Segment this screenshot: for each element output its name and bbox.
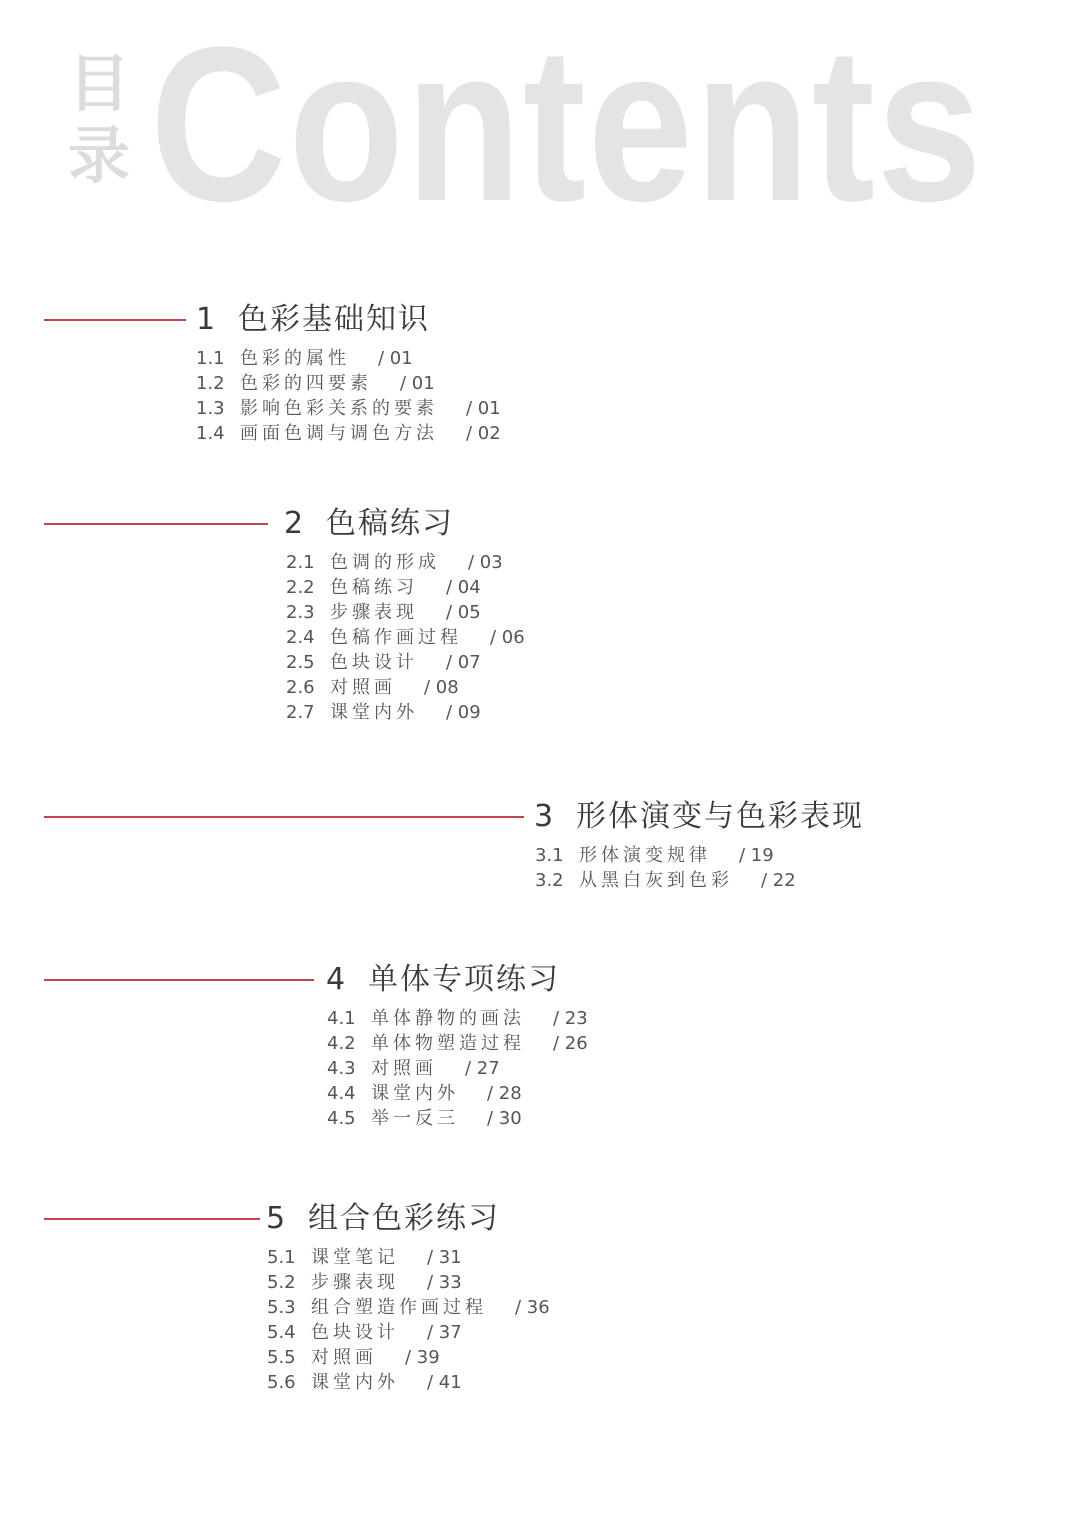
entry-page: / 30: [487, 1108, 522, 1129]
entry-number: 5.3: [267, 1297, 296, 1318]
entry-number: 4.5: [327, 1108, 356, 1129]
entry-title: 形体演变规律: [579, 845, 711, 866]
entry-number: 1.1: [196, 348, 225, 369]
toc-entry: [196, 371, 501, 396]
entry-page: / 08: [424, 677, 459, 698]
toc-entry: [196, 396, 501, 421]
entry-page: / 22: [761, 870, 796, 891]
entry-title: 色调的形成: [330, 552, 440, 573]
entry-title: 课堂内外: [371, 1083, 459, 1104]
toc-entry: [327, 1106, 588, 1131]
entry-title: 单体静物的画法: [371, 1008, 525, 1029]
section-number: 3: [534, 799, 554, 834]
entry-title: 色彩的四要素: [240, 373, 372, 394]
section-item-list: [196, 346, 501, 446]
entry-number: 5.1: [267, 1247, 296, 1268]
toc-entry: [327, 1031, 588, 1056]
section-rule: [44, 523, 268, 525]
entry-page: / 01: [466, 398, 501, 419]
section-item-list: [286, 550, 525, 725]
toc-entry: [286, 600, 525, 625]
toc-entry: [267, 1245, 550, 1270]
contents-title-english: Contents: [150, 1, 984, 247]
section-rule: [44, 1218, 260, 1220]
entry-page: / 31: [427, 1247, 462, 1268]
section-heading: [196, 300, 430, 340]
entry-title: 对照画: [330, 677, 396, 698]
entry-number: 2.2: [286, 577, 315, 598]
toc-entry: [327, 1081, 588, 1106]
entry-page: / 04: [446, 577, 481, 598]
section-rule: [44, 816, 524, 818]
section-item-list: [327, 1006, 588, 1131]
toc-entry: [267, 1320, 550, 1345]
entry-number: 1.4: [196, 423, 225, 444]
section-rule: [44, 979, 314, 981]
entry-page: / 33: [427, 1272, 462, 1293]
entry-title: 组合塑造作画过程: [311, 1297, 487, 1318]
entry-page: / 09: [446, 702, 481, 723]
entry-number: 5.6: [267, 1372, 296, 1393]
section-title: 色稿练习: [326, 506, 454, 541]
entry-page: / 07: [446, 652, 481, 673]
toc-entry: [286, 625, 525, 650]
section-number: 4: [326, 962, 346, 997]
toc-entry: [535, 843, 796, 868]
toc-entry: [327, 1056, 588, 1081]
entry-number: 2.4: [286, 627, 315, 648]
section-rule: [44, 319, 186, 321]
section-title: 形体演变与色彩表现: [576, 799, 864, 834]
entry-title: 画面色调与调色方法: [240, 423, 438, 444]
section-item-list: [535, 843, 796, 893]
entry-number: 5.4: [267, 1322, 296, 1343]
entry-number: 4.1: [327, 1008, 356, 1029]
entry-page: / 28: [487, 1083, 522, 1104]
entry-title: 单体物塑造过程: [371, 1033, 525, 1054]
entry-number: 5.5: [267, 1347, 296, 1368]
entry-title: 色块设计: [311, 1322, 399, 1343]
section-title: 单体专项练习: [368, 962, 560, 997]
entry-page: / 06: [490, 627, 525, 648]
entry-number: 1.2: [196, 373, 225, 394]
entry-page: / 01: [378, 348, 413, 369]
section-item-list: [267, 1245, 550, 1395]
section-heading: [266, 1199, 500, 1239]
entry-title: 对照画: [311, 1347, 377, 1368]
toc-entry: [535, 868, 796, 893]
entry-title: 色稿练习: [330, 577, 418, 598]
section-heading: [326, 960, 560, 1000]
entry-number: 2.5: [286, 652, 315, 673]
entry-title: 课堂内外: [311, 1372, 399, 1393]
title-char-top: 目: [67, 47, 130, 120]
toc-entry: [267, 1295, 550, 1320]
entry-page: / 03: [468, 552, 503, 573]
entry-title: 色稿作画过程: [330, 627, 462, 648]
entry-page: / 41: [427, 1372, 462, 1393]
entry-number: 5.2: [267, 1272, 296, 1293]
entry-title: 步骤表现: [311, 1272, 399, 1293]
entry-title: 影响色彩关系的要素: [240, 398, 438, 419]
entry-title: 课堂笔记: [311, 1247, 399, 1268]
entry-number: 4.2: [327, 1033, 356, 1054]
entry-title: 举一反三: [371, 1108, 459, 1129]
entry-page: / 39: [405, 1347, 440, 1368]
entry-title: 步骤表现: [330, 602, 418, 623]
section-number: 1: [196, 302, 216, 337]
toc-entry: [286, 650, 525, 675]
toc-entry: [286, 575, 525, 600]
section-title: 组合色彩练习: [308, 1201, 500, 1236]
entry-page: / 02: [466, 423, 501, 444]
title-char-bottom: 录: [67, 119, 130, 192]
contents-title-chinese: [64, 48, 134, 192]
entry-title: 从黑白灰到色彩: [579, 870, 733, 891]
entry-number: 3.1: [535, 845, 564, 866]
entry-page: / 26: [553, 1033, 588, 1054]
entry-page: / 05: [446, 602, 481, 623]
entry-number: 2.3: [286, 602, 315, 623]
entry-number: 3.2: [535, 870, 564, 891]
section-number: 5: [266, 1201, 286, 1236]
toc-entry: [286, 700, 525, 725]
section-number: 2: [284, 506, 304, 541]
toc-entry: [286, 675, 525, 700]
toc-entry: [267, 1345, 550, 1370]
entry-title: 课堂内外: [330, 702, 418, 723]
toc-entry: [286, 550, 525, 575]
section-title: 色彩基础知识: [238, 302, 430, 337]
entry-number: 4.4: [327, 1083, 356, 1104]
entry-number: 4.3: [327, 1058, 356, 1079]
toc-entry: [196, 421, 501, 446]
toc-entry: [267, 1370, 550, 1395]
section-heading: [284, 504, 454, 544]
toc-entry: [327, 1006, 588, 1031]
entry-page: / 36: [515, 1297, 550, 1318]
entry-number: 2.7: [286, 702, 315, 723]
entry-page: / 01: [400, 373, 435, 394]
entry-page: / 19: [739, 845, 774, 866]
section-heading: [534, 797, 864, 837]
entry-number: 2.1: [286, 552, 315, 573]
entry-number: 1.3: [196, 398, 225, 419]
entry-title: 色彩的属性: [240, 348, 350, 369]
entry-title: 对照画: [371, 1058, 437, 1079]
entry-number: 2.6: [286, 677, 315, 698]
entry-page: / 37: [427, 1322, 462, 1343]
entry-page: / 27: [465, 1058, 500, 1079]
entry-page: / 23: [553, 1008, 588, 1029]
entry-title: 色块设计: [330, 652, 418, 673]
toc-entry: [267, 1270, 550, 1295]
toc-entry: [196, 346, 501, 371]
